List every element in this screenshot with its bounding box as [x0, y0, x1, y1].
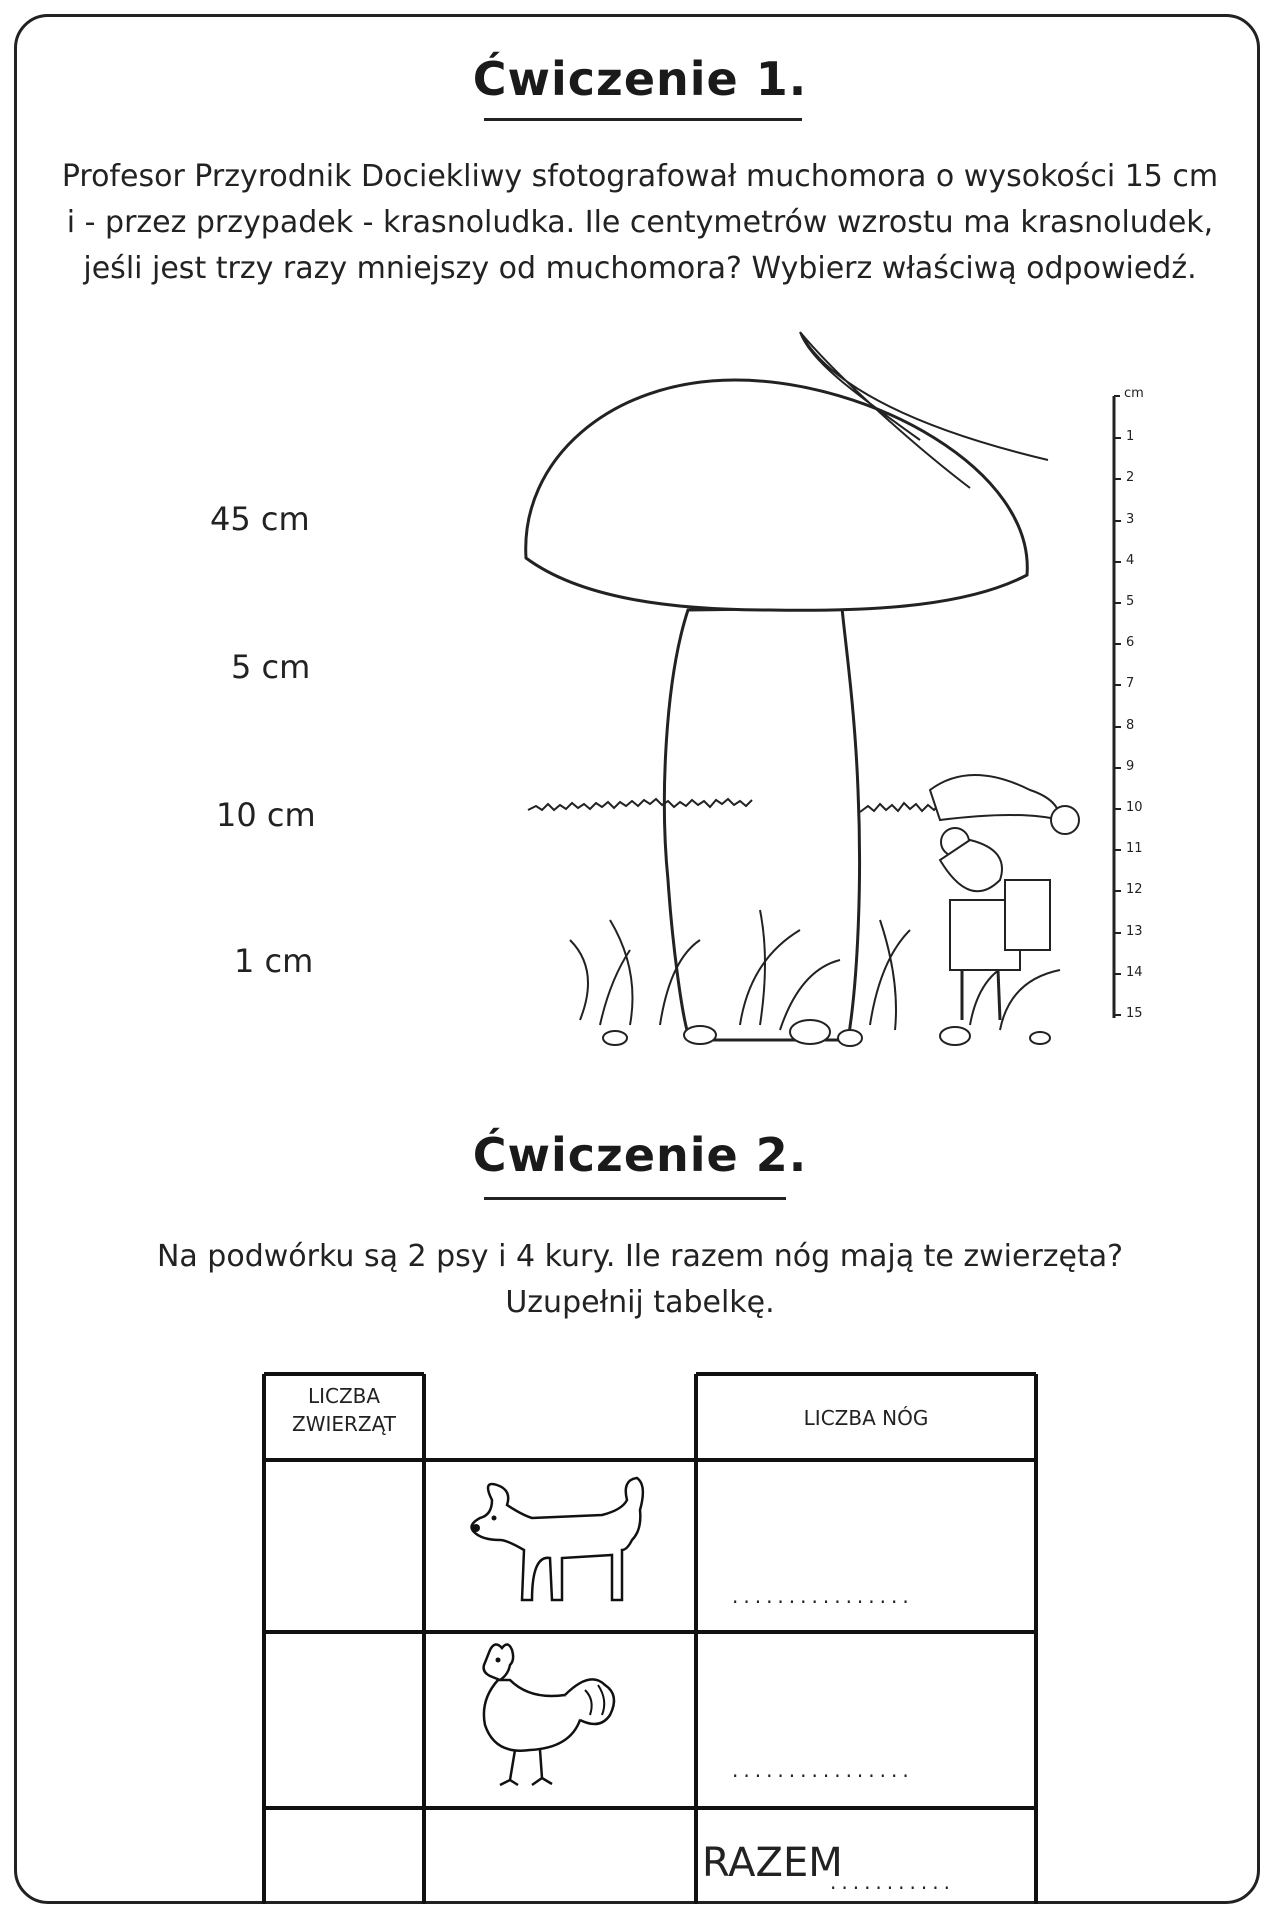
ruler-tick-label: 4	[1126, 552, 1135, 568]
answer-option[interactable]: 10 cm	[216, 796, 316, 834]
answer-option[interactable]: 1 cm	[234, 942, 314, 980]
ruler-tick-label: 7	[1126, 676, 1135, 692]
hen-legs-answer[interactable]: ................	[732, 1758, 914, 1782]
header-animal-count: LICZBA ZWIERZĄT	[292, 1384, 396, 1436]
ruler-tick-label: 8	[1126, 717, 1135, 733]
dog-icon	[452, 1470, 672, 1620]
ruler-tick-label: 11	[1126, 841, 1143, 857]
ruler-unit-label: cm	[1124, 386, 1144, 401]
exercise2-text-line: Na podwórku są 2 psy i 4 kury. Ile razem nóg mają te zwierzęta?	[156, 1239, 1124, 1274]
ruler-tick-label: 14	[1126, 964, 1143, 980]
answer-option[interactable]: 45 cm	[210, 500, 310, 538]
ruler-tick-label: 10	[1126, 800, 1143, 815]
header-leg-count: LICZBA NÓG	[803, 1406, 929, 1430]
exercise1-title: Ćwiczenie 1.	[472, 52, 808, 106]
ruler-tick-label: 12	[1126, 882, 1143, 898]
ruler-tick-label: 2	[1126, 470, 1135, 486]
hen-icon	[470, 1640, 650, 1790]
dog-legs-answer[interactable]: ................	[732, 1584, 914, 1608]
exercise1-text-line: i - przez przypadek - krasnoludka. Ile centymetrów wzrostu ma krasnoludek,	[66, 205, 1214, 240]
ruler-tick-label: 13	[1126, 923, 1143, 939]
ruler-tick-label: 1	[1126, 429, 1135, 445]
ruler-tick-label: 6	[1126, 635, 1135, 651]
exercise2-text-line: Uzupełnij tabelkę.	[505, 1285, 775, 1320]
hen-count-cell[interactable]	[270, 1638, 418, 1802]
exercise1-text-line: jeśli jest trzy razy mniejszy od muchomora? Wybierz właściwą odpowiedź.	[83, 251, 1197, 286]
ruler-tick-label: 9	[1126, 758, 1135, 774]
dog-count-cell[interactable]	[270, 1466, 418, 1626]
total-legs-answer[interactable]: ...........	[830, 1870, 955, 1894]
ruler-tick-label: 15	[1126, 1006, 1143, 1021]
total-label: RAZEM	[702, 1840, 843, 1886]
ruler-tick-label: 5	[1126, 594, 1135, 609]
answer-option[interactable]: 5 cm	[231, 648, 311, 686]
exercise2-title: Ćwiczenie 2.	[472, 1128, 808, 1182]
exercise1-text-line: Profesor Przyrodnik Dociekliwy sfotografował muchomora o wysokości 15 cm	[61, 159, 1219, 194]
ruler-tick-label: 3	[1126, 511, 1135, 527]
